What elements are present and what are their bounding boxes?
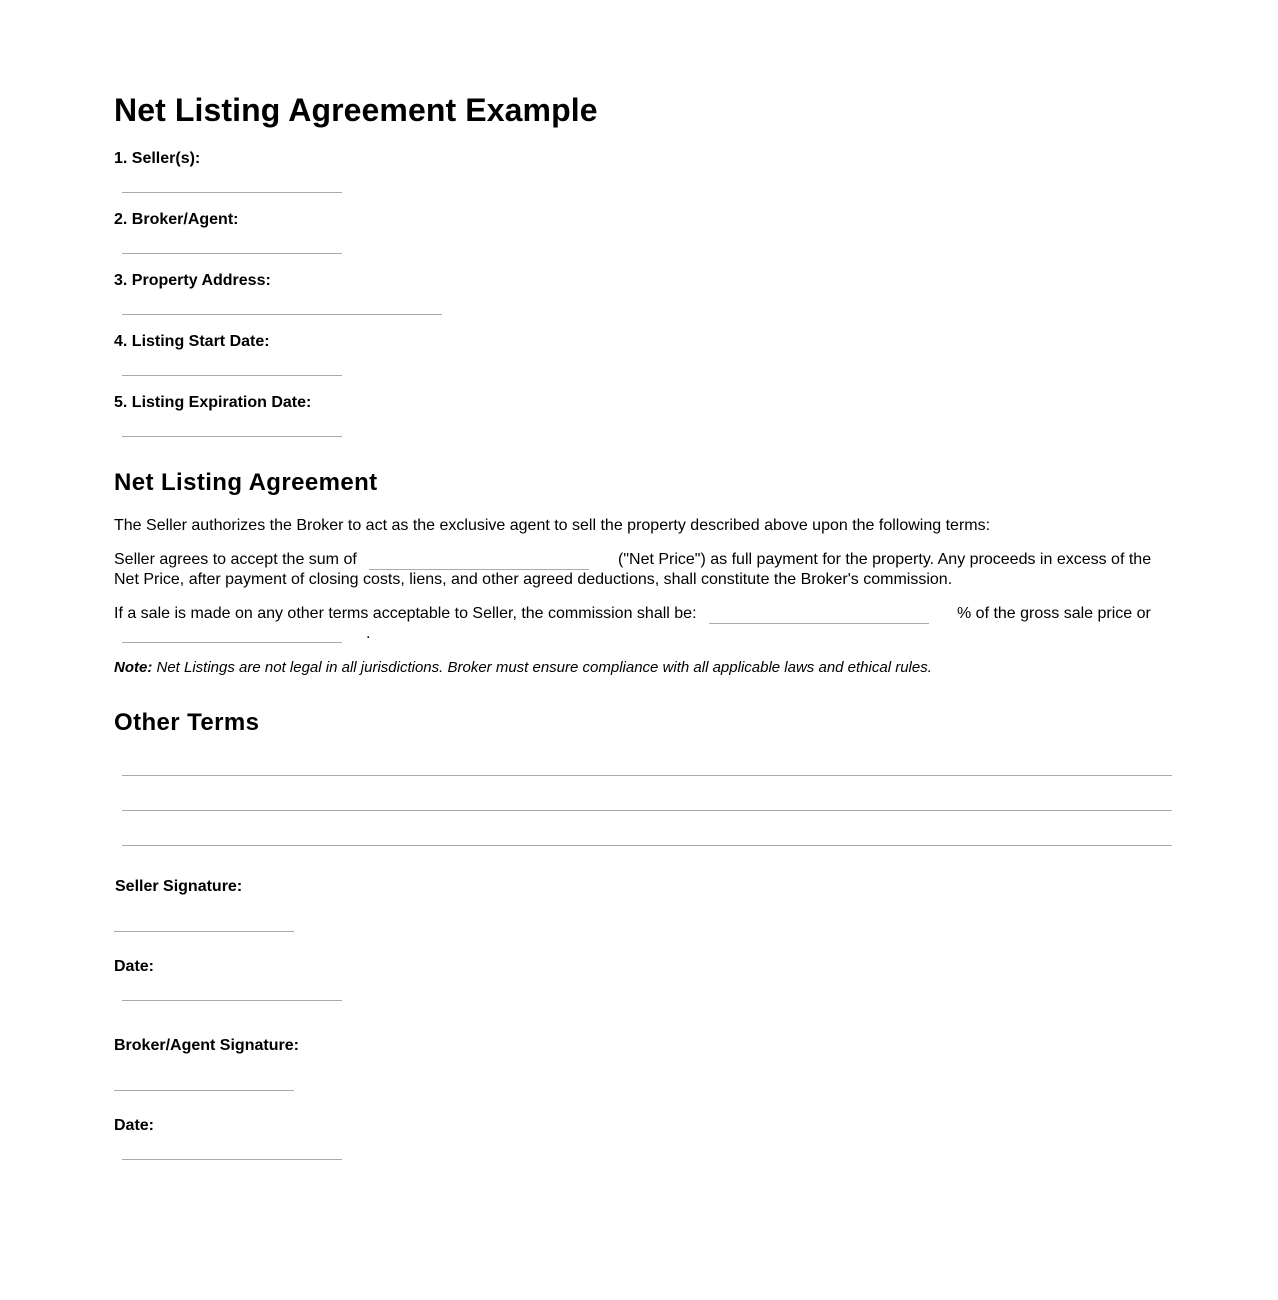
- broker-date-input[interactable]: [122, 1138, 342, 1160]
- net-price-suffix: ("Net Price") as full payment for the property. Any proceeds in excess of the: [618, 551, 1152, 568]
- other-terms-line-1[interactable]: [122, 754, 1172, 776]
- other-terms-line-3[interactable]: [122, 824, 1172, 846]
- commission-suffix: % of the gross sale price or: [957, 605, 1151, 622]
- other-terms-line-2[interactable]: [122, 789, 1172, 811]
- agreement-intro: The Seller authorizes the Broker to act as the exclusive agent to sell the property described above upon the following terms:: [114, 517, 991, 534]
- broker-agent-input[interactable]: [122, 232, 342, 254]
- property-address-input[interactable]: [122, 293, 442, 315]
- commission-percent-input[interactable]: [709, 602, 929, 624]
- seller-signature-input[interactable]: [114, 910, 294, 932]
- page-title: Net Listing Agreement Example: [114, 92, 598, 128]
- net-listing-agreement-heading: Net Listing Agreement: [114, 469, 378, 496]
- note-text: Net Listings are not legal in all jurisdictions. Broker must ensure compliance with all applicable laws and ethical rules.: [152, 659, 932, 676]
- seller-input[interactable]: [122, 171, 342, 193]
- seller-date-input[interactable]: [122, 979, 342, 1001]
- seller-signature-label: Seller Signature:: [115, 878, 243, 895]
- commission-end-period: .: [366, 625, 371, 642]
- broker-signature-label: Broker/Agent Signature:: [114, 1037, 299, 1054]
- listing-start-date-input[interactable]: [122, 354, 342, 376]
- seller-date-label: Date:: [114, 958, 155, 975]
- commission-prefix: If a sale is made on any other terms acceptable to Seller, the commission shall be:: [114, 605, 697, 622]
- other-terms-heading: Other Terms: [114, 709, 260, 736]
- broker-signature-input[interactable]: [114, 1069, 294, 1091]
- broker-date-label: Date:: [114, 1117, 155, 1134]
- listing-expiration-date-input[interactable]: [122, 415, 342, 437]
- net-price-line2: Net Price, after payment of closing costs, liens, and other agreed deductions, shall constitute the Broker's commission.: [114, 571, 953, 588]
- compliance-note: [114, 659, 932, 677]
- listing-start-date-label: 4. Listing Start Date:: [114, 333, 270, 350]
- net-price-prefix: Seller agrees to accept the sum of: [114, 551, 357, 568]
- listing-expiration-date-label: 5. Listing Expiration Date:: [114, 394, 312, 411]
- seller-label: 1. Seller(s):: [114, 150, 201, 167]
- note-label: Note:: [114, 659, 153, 676]
- commission-flat-input[interactable]: [122, 621, 342, 643]
- net-price-input[interactable]: [369, 548, 589, 570]
- broker-agent-label: 2. Broker/Agent:: [114, 211, 239, 228]
- property-address-label: 3. Property Address:: [114, 272, 271, 289]
